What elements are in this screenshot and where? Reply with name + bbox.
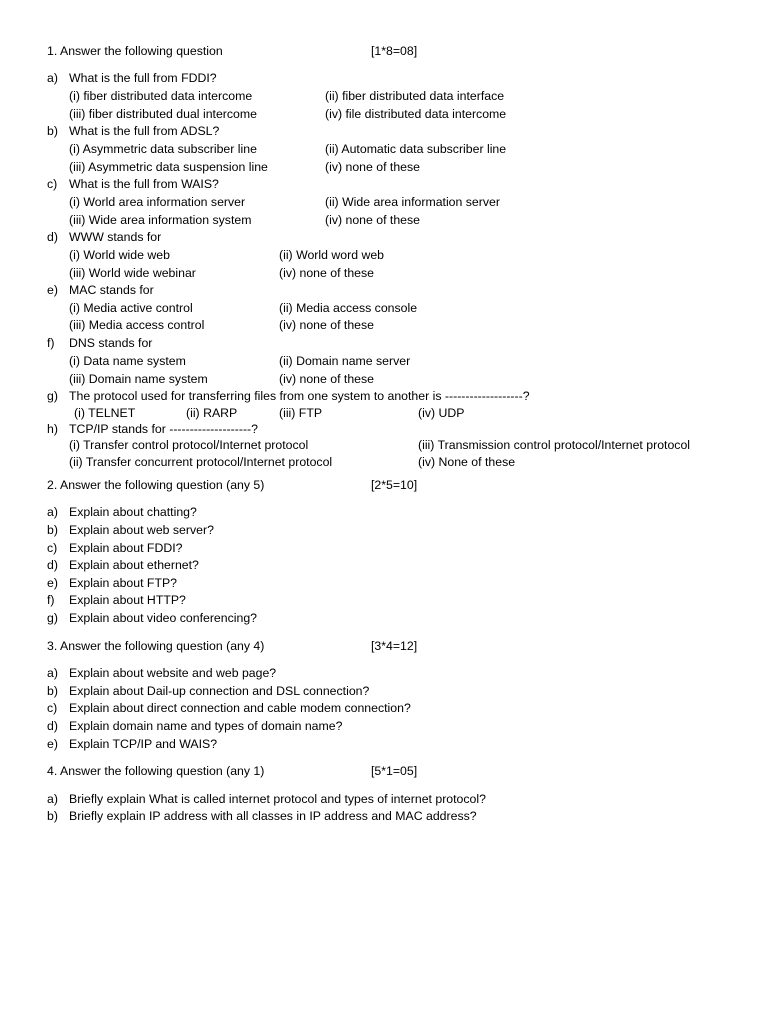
s1-c-option-1: (i) World area information server: [69, 195, 246, 209]
section-4-heading: [47, 763, 418, 779]
question-letter: f): [47, 336, 55, 350]
question-letter: e): [47, 283, 58, 297]
s1-d-option-2: (ii) World word web: [279, 248, 385, 262]
question-text: What is the full from WAIS?: [69, 177, 219, 191]
s1-f-option-4: (iv) none of these: [279, 372, 375, 386]
s1-b-option-1: (i) Asymmetric data subscriber line: [69, 142, 257, 156]
s1-e-option-2: (ii) Media access console: [279, 301, 418, 315]
s1-g-option-1: (i) TELNET: [74, 406, 136, 420]
question-text: Explain about chatting?: [69, 505, 197, 519]
question-letter: c): [47, 177, 58, 191]
question-text: Explain about FDDI?: [69, 541, 183, 555]
s1-h-option-1: (i) Transfer control protocol/Internet protocol: [69, 438, 309, 452]
question-text: MAC stands for: [69, 283, 154, 297]
question-letter: b): [47, 684, 58, 698]
question-letter: a): [47, 666, 58, 680]
question-text: Explain about website and web page?: [69, 666, 277, 680]
s1-g-option-4: (iv) UDP: [418, 406, 465, 420]
s1-e-option-1: (i) Media active control: [69, 301, 193, 315]
s1-f-option-1: (i) Data name system: [69, 354, 186, 368]
question-letter: b): [47, 809, 58, 823]
s1-a-option-4: (iv) file distributed data intercome: [325, 107, 507, 121]
section-3-marks: [3*4=12]: [371, 639, 418, 653]
question-letter: a): [47, 792, 58, 806]
s1-a-option-2: (ii) fiber distributed data interface: [325, 89, 505, 103]
question-text: TCP/IP stands for --------------------?: [69, 422, 258, 436]
question-text: Explain about Dail-up connection and DSL connection?: [69, 684, 370, 698]
s1-b-option-2: (ii) Automatic data subscriber line: [325, 142, 507, 156]
question-letter: c): [47, 541, 58, 555]
section-1-heading: [47, 43, 418, 59]
question-text: DNS stands for: [69, 336, 153, 350]
question-letter: d): [47, 230, 58, 244]
question-text: Briefly explain IP address with all classes in IP address and MAC address?: [69, 809, 477, 823]
question-text: Explain domain name and types of domain name?: [69, 719, 343, 733]
question-letter: e): [47, 737, 58, 751]
s1-b-option-3: (iii) Asymmetric data suspension line: [69, 160, 268, 174]
question-text: Explain about web server?: [69, 523, 214, 537]
question-text: WWW stands for: [69, 230, 162, 244]
s1-e-option-4: (iv) none of these: [279, 318, 375, 332]
question-letter: d): [47, 719, 58, 733]
section-3-heading: [47, 638, 418, 654]
question-text: What is the full from FDDI?: [69, 71, 217, 85]
s1-h-option-4: (iv) None of these: [418, 455, 516, 469]
question-letter: a): [47, 71, 58, 85]
question-letter: f): [47, 593, 55, 607]
section-2-heading: [47, 477, 418, 493]
s1-d-option-1: (i) World wide web: [69, 248, 170, 262]
question-text: Explain about video conferencing?: [69, 611, 258, 625]
s1-a-option-1: (i) fiber distributed data intercome: [69, 89, 253, 103]
question-letter: h): [47, 422, 58, 436]
s1-b-option-4: (iv) none of these: [325, 160, 421, 174]
s1-a-option-3: (iii) fiber distributed dual intercome: [69, 107, 257, 121]
question-letter: d): [47, 558, 58, 572]
question-letter: e): [47, 576, 58, 590]
question-letter: b): [47, 523, 58, 537]
question-letter: a): [47, 505, 58, 519]
s1-d-option-3: (iii) World wide webinar: [69, 266, 196, 280]
s1-d-option-4: (iv) none of these: [279, 266, 375, 280]
section-3-title: 3. Answer the following question (any 4): [47, 639, 265, 653]
s1-e-option-3: (iii) Media access control: [69, 318, 205, 332]
s1-c-option-4: (iv) none of these: [325, 213, 421, 227]
question-text: Briefly explain What is called internet protocol and types of internet protocol?: [69, 792, 486, 806]
question-letter: g): [47, 611, 58, 625]
s1-g-option-2: (ii) RARP: [186, 406, 238, 420]
question-text: Explain about FTP?: [69, 576, 178, 590]
section-4-title: 4. Answer the following question (any 1): [47, 764, 265, 778]
question-text: Explain TCP/IP and WAIS?: [69, 737, 218, 751]
section-4-marks: [5*1=05]: [371, 764, 418, 778]
s1-h-option-3: (iii) Transmission control protocol/Internet protocol: [418, 438, 691, 452]
question-text: The protocol used for transferring files from one system to another is -------------------?: [69, 389, 530, 403]
question-text: Explain about HTTP?: [69, 593, 186, 607]
question-letter: c): [47, 701, 58, 715]
s1-h-option-2: (ii) Transfer concurrent protocol/Internet protocol: [69, 455, 333, 469]
s1-g-option-3: (iii) FTP: [279, 406, 323, 420]
question-text: What is the full from ADSL?: [69, 124, 220, 138]
section-2-title: 2. Answer the following question (any 5): [47, 478, 265, 492]
section-1-marks: [1*8=08]: [371, 44, 418, 58]
s1-f-option-2: (ii) Domain name server: [279, 354, 411, 368]
question-letter: b): [47, 124, 58, 138]
s1-c-option-3: (iii) Wide area information system: [69, 213, 252, 227]
question-text: Explain about ethernet?: [69, 558, 199, 572]
section-1-title: 1. Answer the following question: [47, 44, 223, 58]
s1-f-option-3: (iii) Domain name system: [69, 372, 208, 386]
section-2-marks: [2*5=10]: [371, 478, 418, 492]
question-letter: g): [47, 389, 58, 403]
s1-c-option-2: (ii) Wide area information server: [325, 195, 500, 209]
question-text: Explain about direct connection and cable modem connection?: [69, 701, 411, 715]
